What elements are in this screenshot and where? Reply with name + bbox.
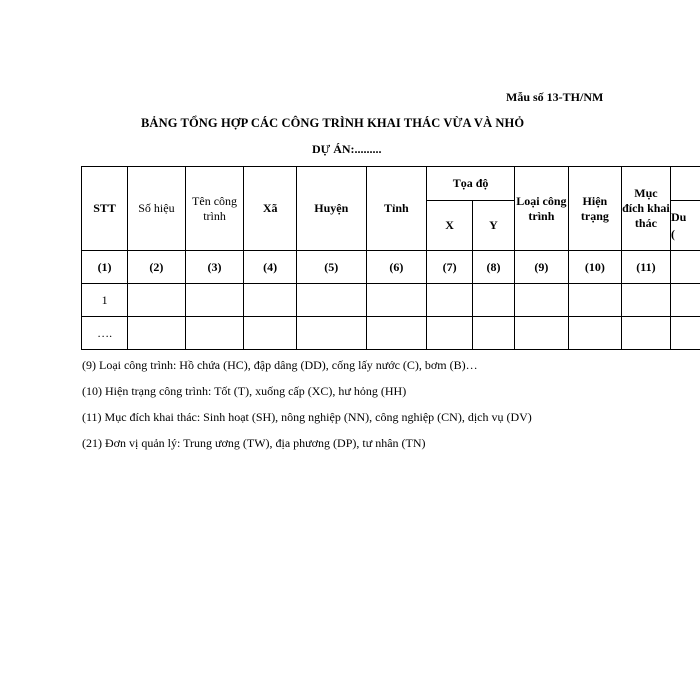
- table-cell: [621, 317, 670, 350]
- table-cell: [427, 317, 473, 350]
- header-tinh: Tỉnh: [366, 167, 427, 251]
- table-row: [82, 284, 700, 317]
- page-title: BẢNG TỔNG HỢP CÁC CÔNG TRÌNH KHAI THÁC VỪA VÀ NHỎ: [141, 116, 525, 130]
- column-number: (11): [621, 251, 670, 284]
- table-cell: [514, 284, 568, 317]
- table-cell: [128, 284, 186, 317]
- project-label: DỰ ÁN:.........: [312, 142, 382, 156]
- header-xa: Xã: [244, 167, 297, 251]
- table-cell: [427, 284, 473, 317]
- footnote: (9) Loại công trình: Hồ chứa (HC), đập dâng (DD), cống lấy nước (C), bơm (B)…: [82, 358, 478, 372]
- table-cell: [366, 317, 427, 350]
- table-cell: [244, 317, 297, 350]
- header-muc-dich: Mục đích khai thác: [621, 167, 670, 251]
- table-row: [82, 317, 700, 350]
- column-number: (10): [568, 251, 621, 284]
- summary-table: [81, 166, 700, 350]
- footnote: (11) Mục đích khai thác: Sinh hoạt (SH), nông nghiệp (NN), công nghiệp (CN), dịch vụ (DV): [82, 410, 532, 424]
- table-cell: [514, 317, 568, 350]
- cut-cell: [670, 251, 700, 284]
- table-cell: [568, 284, 621, 317]
- footnotes: [82, 358, 532, 462]
- footnote: (21) Đơn vị quản lý: Trung ương (TW), địa phương (DP), tư nhân (TN): [82, 436, 426, 450]
- column-number: (1): [82, 251, 128, 284]
- column-number: (6): [366, 251, 427, 284]
- table-cell: [244, 284, 297, 317]
- cut-cell: [670, 284, 700, 317]
- table-cell: [185, 317, 244, 350]
- header-toa-do: Tọa độ: [427, 167, 515, 201]
- header-cut-text: Du: [670, 210, 687, 224]
- header-y: Y: [472, 201, 514, 251]
- cut-cell: [670, 317, 700, 350]
- column-number: (5): [296, 251, 366, 284]
- table-cell: [128, 317, 186, 350]
- header-row: [82, 167, 700, 201]
- table-cell: [296, 284, 366, 317]
- header-cut-top: [670, 167, 700, 201]
- table-cell: [568, 317, 621, 350]
- table-cell: [472, 284, 514, 317]
- header-so-hieu: Số hiệu: [128, 167, 186, 251]
- row-stt: ….: [82, 317, 128, 350]
- column-number: (7): [427, 251, 473, 284]
- column-number: (8): [472, 251, 514, 284]
- header-hien-trang: Hiện trạng: [568, 167, 621, 251]
- header-ten-cong-trinh: Tên công trình: [185, 167, 244, 251]
- column-number: (9): [514, 251, 568, 284]
- column-number: (4): [244, 251, 297, 284]
- column-number: (3): [185, 251, 244, 284]
- header-cut-column: [670, 201, 700, 251]
- column-number-row: [82, 251, 700, 284]
- table-cell: [621, 284, 670, 317]
- row-stt: 1: [82, 284, 128, 317]
- footnote: (10) Hiện trạng công trình: Tốt (T), xuống cấp (XC), hư hỏng (HH): [82, 384, 407, 398]
- header-huyen: Huyện: [296, 167, 366, 251]
- column-number: (2): [128, 251, 186, 284]
- form-number: Mẫu số 13-TH/NM: [506, 90, 604, 104]
- table-cell: [296, 317, 366, 350]
- table-cell: [472, 317, 514, 350]
- header-cut-paren: (: [670, 227, 675, 241]
- header-loai-cong-trinh: Loại công trình: [514, 167, 568, 251]
- header-stt: STT: [82, 167, 128, 251]
- header-x: X: [427, 201, 473, 251]
- table-cell: [185, 284, 244, 317]
- table-cell: [366, 284, 427, 317]
